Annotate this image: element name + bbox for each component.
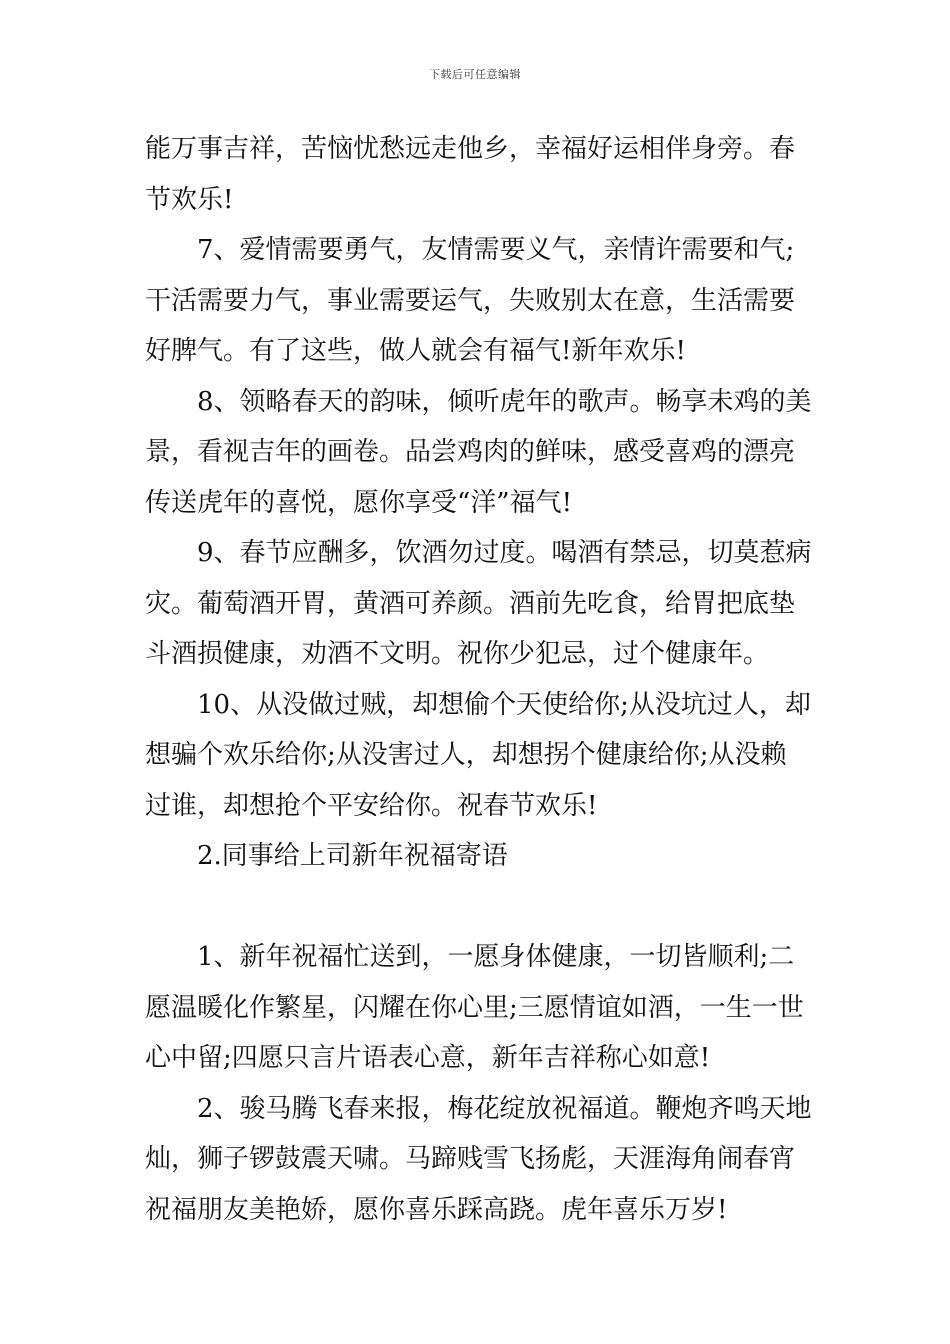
text-line: 节欢乐! [145,184,234,215]
blank-line [145,882,810,933]
text-line: 想骗个欢乐给你;从没害过人，却想拐个健康给你;从没赖 [145,740,787,770]
paragraph-start: 8、领略春天的韵味，倾听虎年的歌声。畅享未鸡的美 [197,386,812,417]
paragraph-start: 9、春节应酬多，饮酒勿过度。喝酒有禁忌，切莫惹病 [197,538,812,568]
text-line: 斗酒损健康，劝酒不文明。祝你少犯忌，过个健康年。 [145,639,770,669]
paragraph-start: 1、新年祝福忙送到，一愿身体健康，一切皆顺利;二 [197,942,795,972]
text-line: 好脾气。有了这些，做人就会有福气!新年欢乐! [145,336,686,366]
text-line: 景，看视吉年的画卷。品尝鸡肉的鲜味，感受喜鸡的漂亮 [145,437,796,467]
text-line: 心中留;四愿只言片语表心意，新年吉祥称心如意! [145,1043,711,1073]
text-line: 能万事吉祥，苦恼忧愁远走他乡，幸福好运相伴身旁。春 [145,134,796,164]
page-header: 下载后可任意编辑 [429,68,521,81]
paragraph-start: 7、爱情需要勇气，友情需要义气，亲情许需要和气; [197,235,795,265]
text-line: 愿温暖化作繁星，闪耀在你心里;三愿情谊如酒，一生一世 [145,992,804,1023]
paragraph-start: 2、骏马腾飞春来报，梅花绽放祝福道。鞭炮齐鸣天地 [197,1093,812,1124]
paragraph-start: 10、从没做过贼，却想偷个天使给你;从没坑过人，却 [197,689,811,720]
text-line: 过谁，却想抢个平安给你。祝春节欢乐! [145,790,598,821]
text-line: 灿，狮子锣鼓震天啸。马蹄贱雪飞扬彪，天涯海角闹春宵 [145,1144,796,1174]
text-line: 干活需要力气，事业需要运气，失败别太在意，生活需要 [145,285,796,316]
text-line: 传送虎年的喜悦，愿你享受“洋”福气! [145,487,573,518]
section-heading: 2.同事给上司新年祝福寄语 [197,841,508,871]
text-line: 灾。葡萄酒开胃，黄酒可养颜。酒前先吃食，给胃把底垫 [145,588,796,619]
text-line: 祝福朋友美艳娇，愿你喜乐踩高跷。虎年喜乐万岁! [145,1194,728,1225]
document-body [145,124,810,1235]
